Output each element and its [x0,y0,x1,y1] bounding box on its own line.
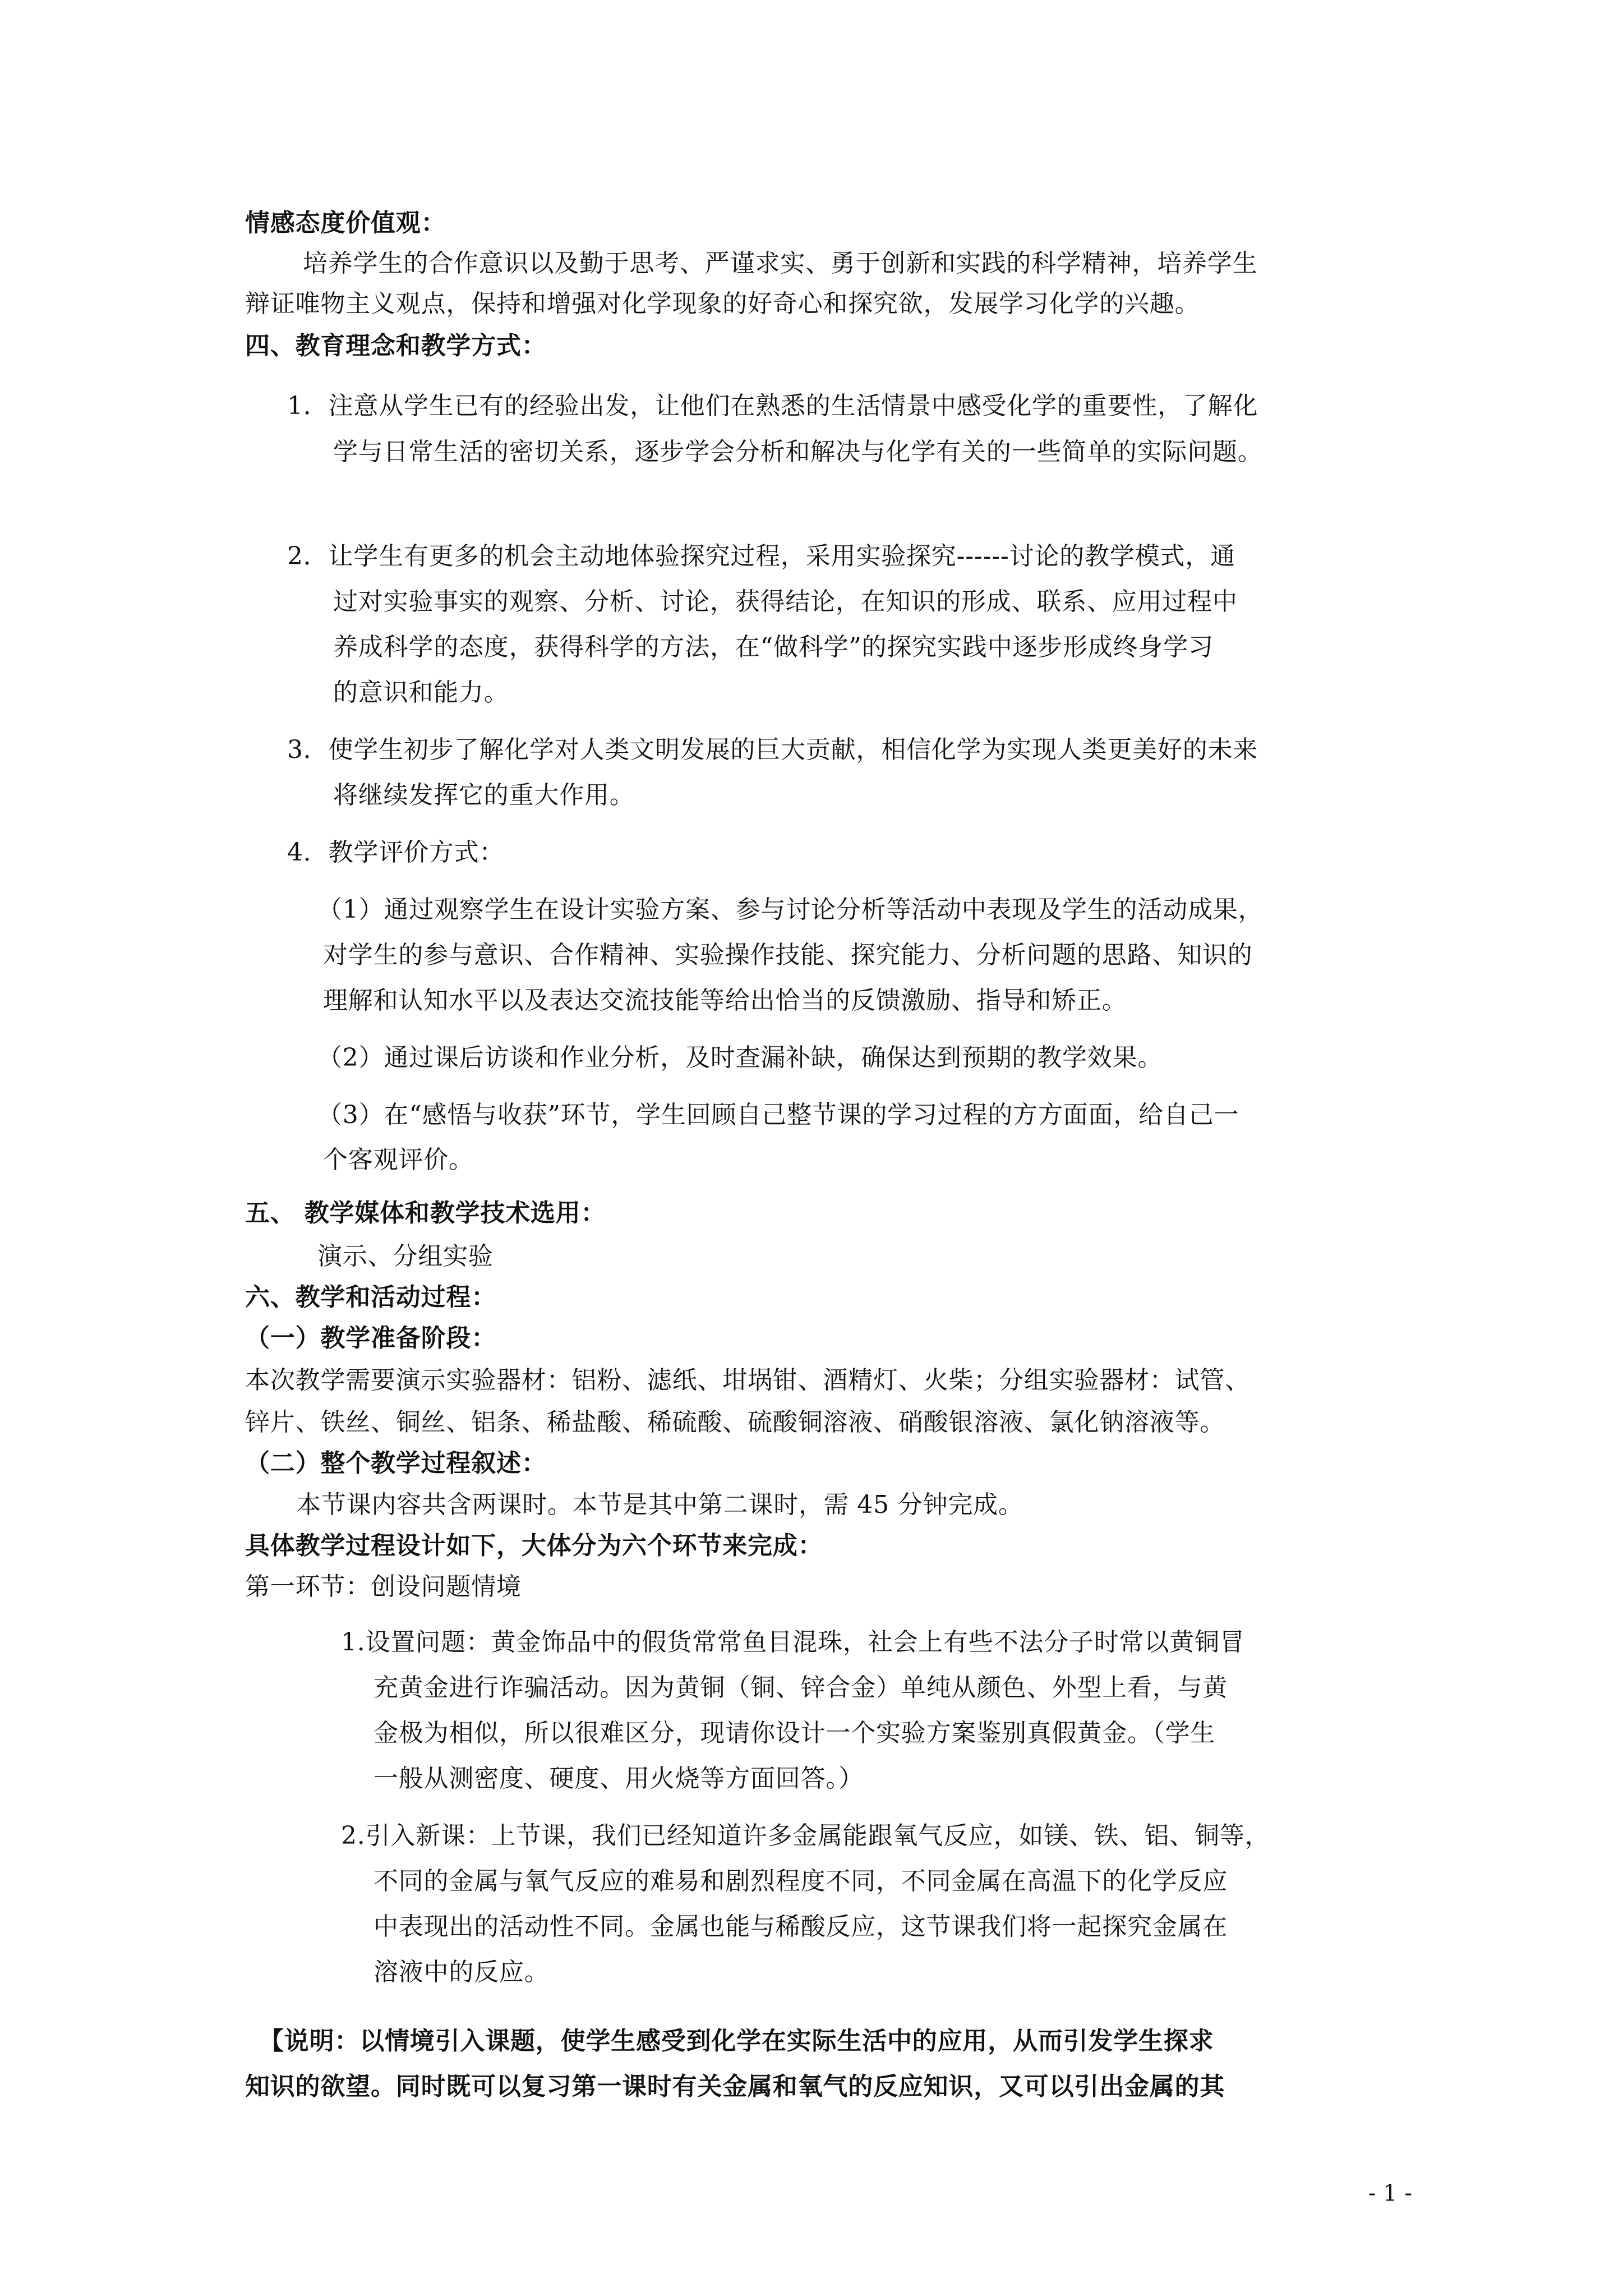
bold-statement: 具体教学过程设计如下，大体分为六个环节来完成： [245,1531,823,1560]
note-line: 【说明：以情境引入课题，使学生感受到化学在实际生活中的应用，从而引发学生探求 [259,2027,1214,2055]
list-item-3: 3．使学生初步了解化学对人类文明发展的巨大贡献，相信化学为实现人类更美好的未来 [287,735,1258,764]
section-heading-five: 五、 教学媒体和教学技术选用： [245,1199,606,1227]
paragraph-line: 本节课内容共含两课时。本节是其中第二课时，需 45 分钟完成。 [296,1490,1023,1519]
section-heading-six: 六、教学和活动过程： [245,1283,496,1312]
list-item-2-cont: 养成科学的态度，获得科学的方法，在“做科学”的探究实践中逐步形成终身学习 [333,633,1214,661]
sub-item-3-cont: 个客观评价。 [323,1145,474,1174]
list-item-2: 2．让学生有更多的机会主动地体验探究过程，采用实验探究------讨论的教学模式，通 [287,542,1235,570]
list-item-4: 4．教学评价方式： [287,838,505,867]
page-number: - 1 - [1368,2180,1412,2206]
paragraph-line: 演示、分组实验 [317,1242,494,1271]
sub-item-3: （3）在“感悟与收获”环节，学生回顾自己整节课的学习过程的方方面面，给自己一 [317,1101,1239,1129]
step-item-2: 2.引入新课：上节课，我们已经知道许多金属能跟氧气反应，如镁、铁、铝、铜等， [341,1821,1270,1850]
paragraph-line: 本次教学需要演示实验器材：铝粉、滤纸、坩埚钳、酒精灯、火柴；分组实验器材：试管、 [245,1366,1250,1395]
sub-item-1-cont: 理解和认知水平以及表达交流技能等给出恰当的反馈激励、指导和矫正。 [323,986,1127,1015]
step-item-1-cont: 充黄金进行诈骗活动。因为黄铜（铜、锌合金）单纯从颜色、外型上看，与黄 [374,1673,1228,1702]
note-line: 知识的欲望。同时既可以复习第一课时有关金属和氧气的反应知识，又可以引出金属的其 [245,2072,1225,2101]
list-item-2-cont: 过对实验事实的观察、分析、讨论，获得结论，在知识的形成、联系、应用过程中 [333,587,1238,616]
list-item-2-cont: 的意识和能力。 [333,678,509,707]
list-item-3-cont: 将继续发挥它的重大作用。 [333,781,635,809]
subsection-heading-one: （一）教学准备阶段： [245,1324,496,1352]
paragraph-line: 培养学生的合作意识以及勤于思考、严谨求实、勇于创新和实践的科学精神，培养学生 [303,249,1258,278]
step-item-2-cont: 中表现出的活动性不同。金属也能与稀酸反应，这节课我们将一起探究金属在 [374,1912,1228,1941]
list-item-1: 1．注意从学生已有的经验出发，让他们在熟悉的生活情景中感受化学的重要性，了解化 [287,392,1258,420]
subsection-heading-two: （二）整个教学过程叙述： [245,1449,547,1478]
heading-attitude-values: 情感态度价值观： [245,209,446,237]
step-item-1-cont: 一般从测密度、硬度、用火烧等方面回答。） [374,1764,864,1793]
sub-item-1: （1）通过观察学生在设计实验方案、参与讨论分析等活动中表现及学生的活动成果， [317,895,1264,924]
step-item-2-cont: 不同的金属与氧气反应的难易和剧烈程度不同，不同金属在高温下的化学反应 [374,1867,1228,1895]
step-item-1-cont: 金极为相似，所以很难区分，现请你设计一个实验方案鉴别真假黄金。（学生 [374,1719,1216,1747]
section-heading-four: 四、教育理念和教学方式： [245,332,547,360]
paragraph-line: 辩证唯物主义观点，保持和增强对化学现象的好奇心和探究欲，发展学习化学的兴趣。 [245,289,1200,318]
step-item-2-cont: 溶液中的反应。 [374,1958,550,1986]
step-item-1: 1.设置问题：黄金饰品中的假货常常鱼目混珠，社会上有些不法分子时常以黄铜冒 [341,1628,1245,1657]
list-item-1-cont: 学与日常生活的密切关系，逐步学会分析和解决与化学有关的一些简单的实际问题。 [333,438,1263,466]
paragraph-line: 锌片、铁丝、铜丝、铝条、稀盐酸、稀硫酸、硫酸铜溶液、硝酸银溶液、氯化钠溶液等。 [245,1408,1225,1437]
sub-item-2: （2）通过课后访谈和作业分析，及时查漏补缺，确保达到预期的教学效果。 [317,1043,1163,1072]
sub-item-1-cont: 对学生的参与意识、合作精神、实验操作技能、探究能力、分析问题的思路、知识的 [323,941,1253,969]
step-heading: 第一环节：创设问题情境 [245,1572,522,1601]
